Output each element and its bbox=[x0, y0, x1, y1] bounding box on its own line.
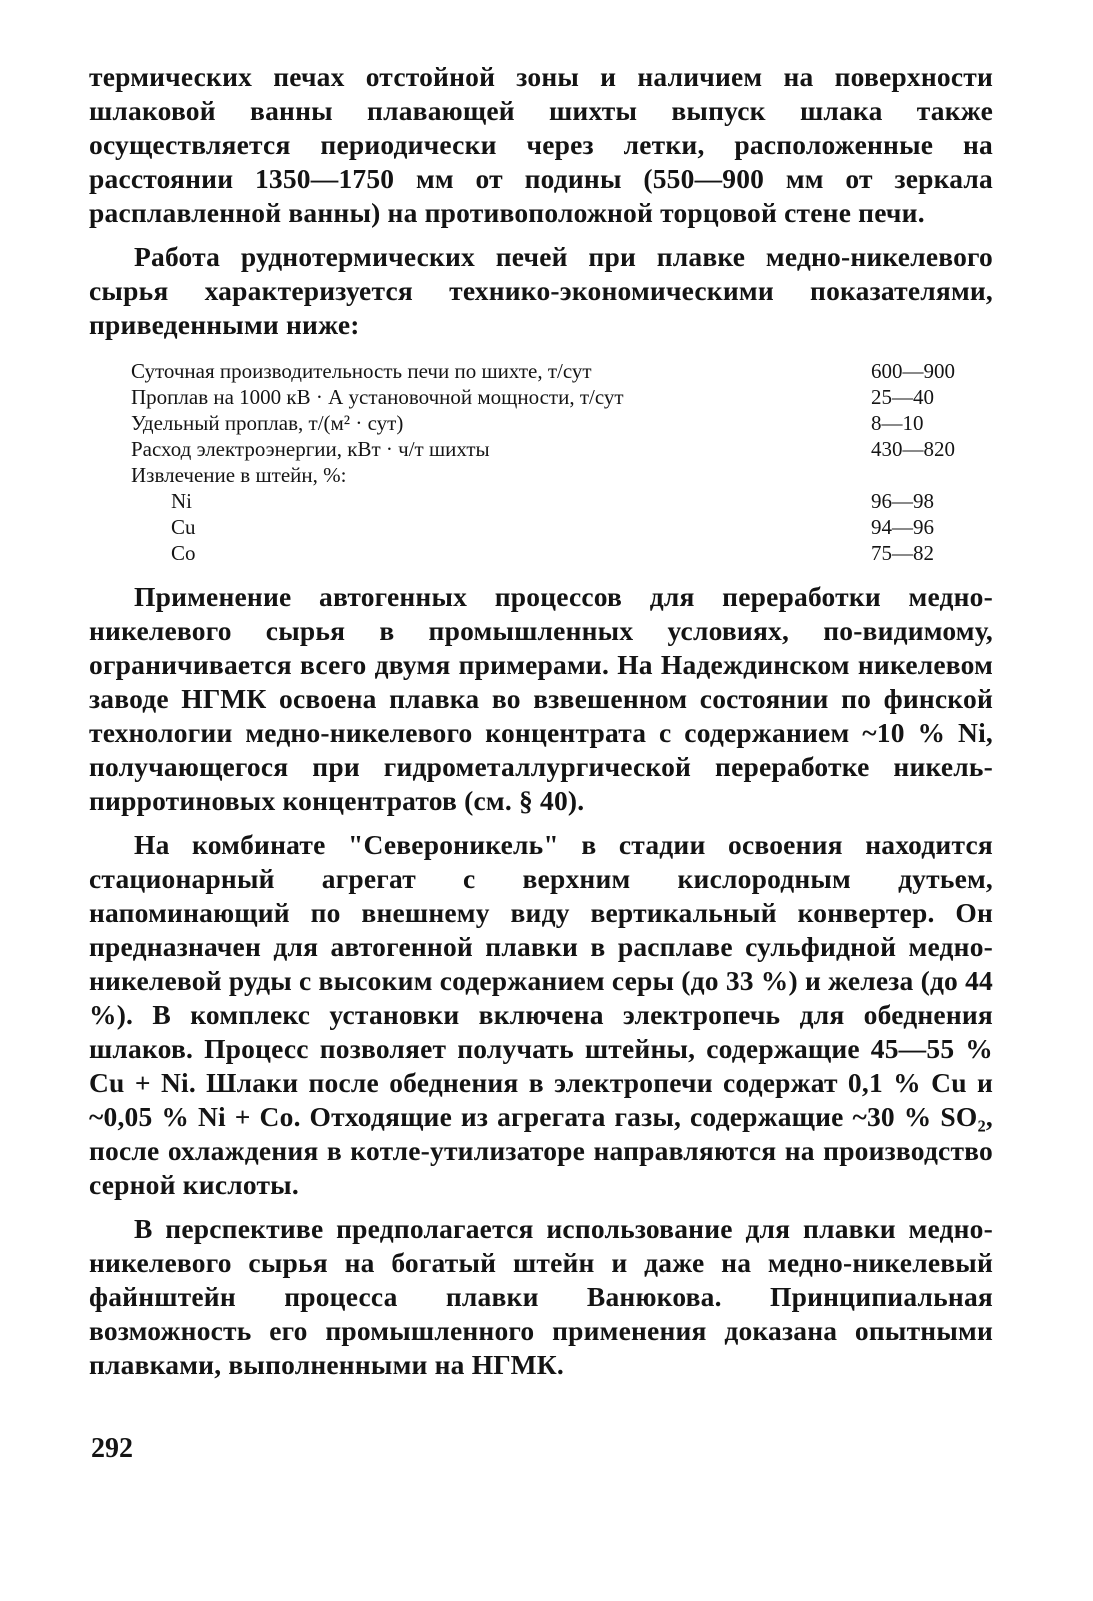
row-value: 8—10 bbox=[871, 411, 924, 435]
row-value: 96—98 bbox=[871, 489, 934, 513]
paragraph-severonikel: На комбинате "Североникель" в стадии освоения находится стационарный агрегат с верхним кислородным дутьем, напоминающий по внешнему виду вертикальный конвертер. Он предназначен для автогенной плавки в расплаве сульфидной медно-никелевой руды с высоким содержанием серы (до 33 %) и железа (до 44 %). В комплекс установки включена электропечь для обеднения шлаков. Процесс позволяет получать штейны, содержащие 45—55 % Cu + Ni. Шлаки после обеднения в электропечи содержат 0,1 % Cu и ~0,05 % Ni + Co. Отходящие из агрегата газы, содержащие ~30 % SO₂, после охлаждения в котле-утилизаторе направляются на производство серной кислоты. bbox=[89, 829, 993, 1200]
row-label: Cu bbox=[171, 515, 196, 539]
row-value: 94—96 bbox=[871, 515, 934, 539]
row-label: Ni bbox=[171, 489, 192, 513]
table-row bbox=[131, 488, 961, 514]
row-label: Проплав на 1000 кВ · А установочной мощности, т/сут bbox=[131, 385, 624, 409]
paragraph-continuation: термических печах отстойной зоны и наличием на поверхности шлаковой ванны плавающей шихты выпуск шлака также осуществляется периодически через летки, расположенные на расстоянии 1350—1750 мм от подины (550—900 мм от зеркала расплавленной ванны) на противоположной торцовой стене печи. bbox=[89, 61, 993, 228]
row-label: Суточная производительность печи по шихте, т/сут bbox=[131, 359, 592, 383]
table-row bbox=[131, 540, 961, 566]
paragraph-autogenous-processes: Применение автогенных процессов для переработки медно-никелевого сырья в промышленных условиях, по-видимому, ограничивается всего двумя примерами. На Надеждинском никелевом заводе НГМК освоена плавка во взвешенном состоянии по финской технологии медно-никелевого концентрата с содержанием ~10 % Ni, получающегося при гидрометаллургической переработке никель-пирротиновых концентратов (см. § 40). bbox=[89, 581, 993, 816]
table-row bbox=[131, 358, 961, 384]
row-value: 25—40 bbox=[871, 385, 934, 409]
table-row bbox=[131, 384, 961, 410]
row-label: Извлечение в штейн, %: bbox=[131, 463, 347, 487]
row-value: 430—820 bbox=[871, 437, 955, 461]
row-label: Удельный проплав, т/(м² · сут) bbox=[131, 411, 404, 435]
paragraph-vanyukov: В перспективе предполагается использование для плавки медно-никелевого сырья на богатый штейн и даже на медно-никелевый файнштейн процесса плавки Ванюкова. Принципиальная возможность его промышленного применения доказана опытными плавками, выполненными на НГМК. bbox=[89, 1213, 993, 1380]
row-label: Расход электроэнергии, кВт · ч/т шихты bbox=[131, 437, 490, 461]
row-value: 75—82 bbox=[871, 541, 934, 565]
row-label: Co bbox=[171, 541, 196, 565]
table-row bbox=[131, 436, 961, 462]
indicators-table bbox=[131, 358, 961, 566]
row-value: 600—900 bbox=[871, 359, 955, 383]
page-body bbox=[89, 60, 993, 1392]
row-value bbox=[871, 462, 961, 488]
paragraph-furnace-performance: Работа руднотермических печей при плавке медно-никелевого сырья характеризуется технико-экономическими показателями, приведенными ниже: bbox=[89, 241, 993, 340]
table-row bbox=[131, 410, 961, 436]
table-row bbox=[131, 514, 961, 540]
table-row bbox=[131, 462, 961, 488]
page-number: 292 bbox=[91, 1433, 133, 1464]
